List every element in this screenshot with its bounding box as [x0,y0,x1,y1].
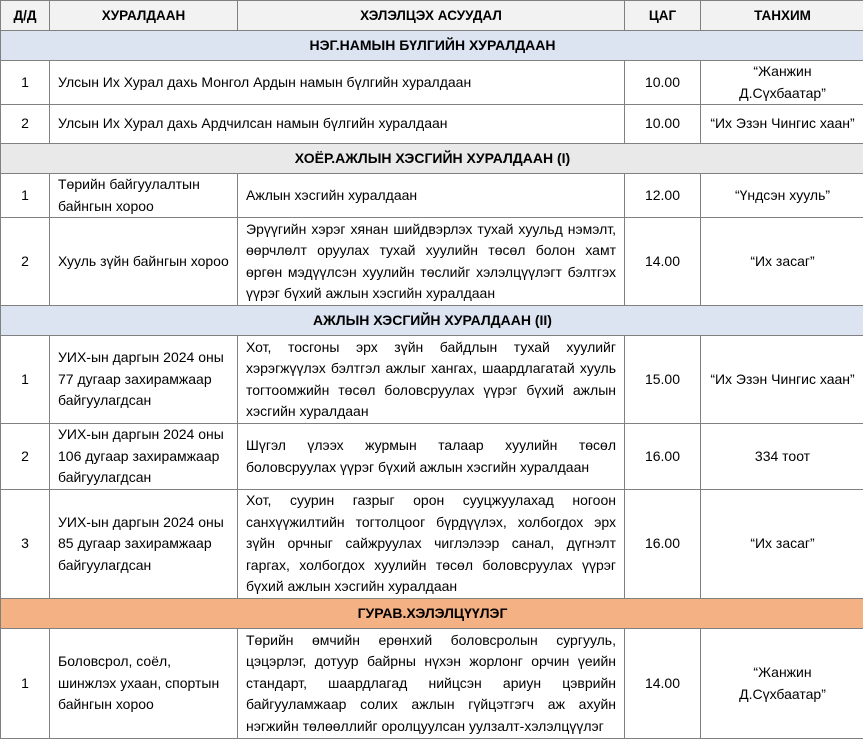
table-row [1,490,863,599]
time-cell: 16.00 [625,424,701,490]
meeting-cell: УИХ-ын даргын 2024 оны 85 дугаар захирамжаар байгуулагдсан [50,490,238,599]
col-header-no: Д/Д [1,1,50,31]
table-row [1,424,863,490]
section-row [1,306,863,336]
col-header-meeting: ХУРАЛДААН [50,1,238,31]
row-number: 1 [1,174,50,218]
time-cell: 15.00 [625,336,701,424]
col-header-topic: ХЭЛЭЛЦЭХ АСУУДАЛ [238,1,625,31]
section-title: НЭГ.НАМЫН БҮЛГИЙН ХУРАЛДААН [1,31,863,61]
table-row [1,61,863,105]
section-row [1,599,863,629]
col-header-time: ЦАГ [625,1,701,31]
time-cell: 14.00 [625,629,701,739]
meeting-cell: УИХ-ын даргын 2024 оны 77 дугаар захирамжаар байгуулагдсан [50,336,238,424]
row-number: 2 [1,105,50,144]
room-cell: “Жанжин Д.Сүхбаатар” [701,629,863,739]
row-number: 1 [1,336,50,424]
room-cell: “Их засаг” [701,218,863,306]
section-row [1,144,863,174]
topic-cell: Эрүүгийн хэрэг хянан шийдвэрлэх тухай хуульд нэмэлт, өөрчлөлт оруулах тухай хуулийн төсөл болон хамт өргөн мэдүүлсэн хуулийн төслийг хэлэлцүүлэгт бэлтгэх үүрэг бүхий ажлын хэсгийн хуралдаан [238,218,625,306]
table-row [1,218,863,306]
topic-cell: Төрийн өмчийн ерөнхий боловсролын сургууль, цэцэрлэг, дотуур байрны нүхэн жорлонг орчин үеийн стандарт, шаардлагад нийцсэн ариун цэврийн байгууламжаар солих ажлын гүйцэтгэгч аж ахуйн нэгжийн төлөөллийг оролцуулсан уулзалт-хэлэлцүүлэг [238,629,625,739]
meeting-cell: Хууль зүйн байнгын хороо [50,218,238,306]
room-cell: “Их Эзэн Чингис хаан” [701,105,863,144]
time-cell: 10.00 [625,105,701,144]
section-row [1,31,863,61]
meeting-cell: Улсын Их Хурал дахь Ардчилсан намын бүлгийн хуралдаан [50,105,625,144]
room-cell: “Их Эзэн Чингис хаан” [701,336,863,424]
section-title: АЖЛЫН ХЭСГИЙН ХУРАЛДААН (II) [1,306,863,336]
room-cell: “Их засаг” [701,490,863,599]
meeting-cell: УИХ-ын даргын 2024 оны 106 дугаар захирамжаар байгуулагдсан [50,424,238,490]
topic-cell: Хот, тосгоны эрх зүйн байдлын тухай хуулийг хэрэгжүүлэх бэлтгэл ажлыг хангах, шаардлагатай хууль тогтоомжийн төсөл боловсруулах үүрэг бүхий ажлын хэсгийн хуралдаан [238,336,625,424]
meeting-cell: Төрийн байгуулалтын байнгын хороо [50,174,238,218]
col-header-room: ТАНХИМ [701,1,863,31]
table-row [1,629,863,739]
meeting-cell: Боловсрол, соёл, шинжлэх ухаан, спортын байнгын хороо [50,629,238,739]
time-cell: 16.00 [625,490,701,599]
table-row [1,174,863,218]
topic-cell: Хот, суурин газрыг орон сууцжуулахад ногоон санхүүжилтийн тогтолцоог бүрдүүлэх, холбогдох эрх зүйн орчныг сайжруулах чиглэлээр санал, дүгнэлт гаргах, холбогдох хуулийн төсөл боловсруулах үүрэг бүхий ажлын хэсгийн хуралдаан [238,490,625,599]
header-row [1,1,863,31]
room-cell: “Үндсэн хууль” [701,174,863,218]
room-cell: “Жанжин Д.Сүхбаатар” [701,61,863,105]
section-title: ХОЁР.АЖЛЫН ХЭСГИЙН ХУРАЛДААН (I) [1,144,863,174]
section-title: ГУРАВ.ХЭЛЭЛЦҮҮЛЭГ [1,599,863,629]
time-cell: 10.00 [625,61,701,105]
table-row [1,105,863,144]
row-number: 3 [1,490,50,599]
row-number: 1 [1,61,50,105]
topic-cell: Ажлын хэсгийн хуралдаан [238,174,625,218]
meeting-cell: Улсын Их Хурал дахь Монгол Ардын намын бүлгийн хуралдаан [50,61,625,105]
time-cell: 12.00 [625,174,701,218]
row-number: 2 [1,424,50,490]
topic-cell: Шүгэл үлээх журмын талаар хуулийн төсөл боловсруулах үүрэг бүхий ажлын хэсгийн хуралдаан [238,424,625,490]
room-cell: 334 тоот [701,424,863,490]
time-cell: 14.00 [625,218,701,306]
table-row [1,336,863,424]
row-number: 2 [1,218,50,306]
row-number: 1 [1,629,50,739]
